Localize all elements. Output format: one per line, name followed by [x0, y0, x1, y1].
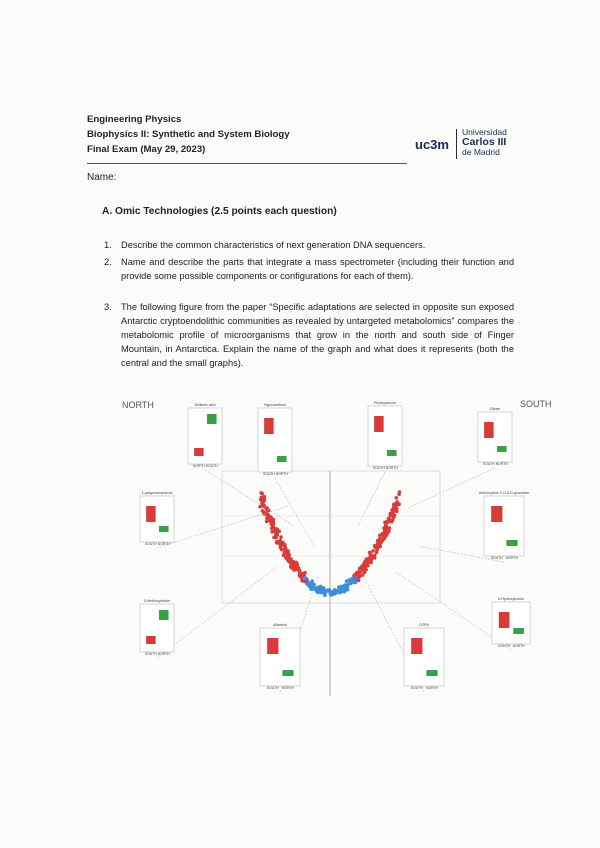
question-number: 2.	[104, 257, 112, 267]
volcano-point	[316, 591, 320, 595]
panel-title: Allantoin	[273, 623, 287, 627]
panel-x-label-b: NORTH	[512, 644, 525, 648]
volcano-point	[390, 520, 394, 524]
panel-frame	[140, 496, 174, 542]
panel-title: DOPA	[419, 623, 429, 627]
volcano-point	[363, 567, 367, 571]
south-label: SOUTH	[520, 399, 552, 409]
panel-x-label-b: NORTH	[157, 652, 170, 656]
panel-x-label-b: NORTH	[275, 472, 288, 476]
panel-title: Hypoxanthine	[264, 403, 286, 407]
volcano-point	[310, 580, 314, 584]
volcano-point	[393, 513, 397, 517]
volcano-point	[367, 557, 371, 561]
logo-line2: Carlos III	[462, 136, 507, 148]
question-number: 3.	[104, 302, 112, 312]
south-box	[411, 638, 422, 654]
panel-frame	[188, 408, 222, 464]
panel-title: 1-palgomamphenol	[141, 491, 173, 495]
panel-title: Anthocyanin 3-O-β-D-glucoside	[478, 491, 530, 495]
box-plot-panel	[260, 623, 300, 690]
north-label: NORTH	[122, 400, 154, 410]
panel-frame	[258, 408, 292, 472]
volcano-point	[357, 579, 361, 583]
volcano-point	[278, 543, 282, 547]
leader-lines	[157, 468, 511, 692]
box-plot-panel	[188, 403, 222, 468]
panel-x-label-a: SOUTH	[266, 686, 279, 690]
logo-line1: Universidad	[462, 127, 507, 137]
volcano-point	[310, 584, 314, 588]
volcano-point	[373, 545, 377, 549]
volcano-point	[304, 576, 308, 580]
panel-frame	[492, 602, 530, 644]
south-box	[491, 506, 502, 522]
panel-x-label-a: SOUTH	[410, 686, 423, 690]
volcano-point	[381, 532, 385, 536]
volcano-point	[263, 498, 267, 502]
box-plot-panels	[140, 401, 530, 690]
panel-title: Phylloquinone	[373, 401, 397, 405]
volcano-point	[303, 573, 307, 577]
name-label: Name:	[87, 172, 117, 183]
volcano-point	[279, 539, 283, 543]
logo-line3: de Madrid	[462, 147, 500, 157]
volcano-point	[386, 527, 390, 531]
south-box	[146, 636, 156, 644]
volcano-point	[338, 590, 342, 594]
volcano-point	[397, 493, 401, 497]
volcano-point	[337, 585, 341, 589]
volcano-point	[392, 504, 396, 508]
volcano-point	[371, 549, 375, 553]
panel-x-label-b: NORTH	[157, 542, 170, 546]
panel-x-label-a: SOUTH	[490, 556, 503, 560]
volcano-point	[275, 541, 279, 545]
south-box	[374, 416, 384, 432]
volcano-point	[369, 553, 373, 557]
volcano-point	[283, 547, 287, 551]
south-box	[267, 638, 278, 654]
volcano-point	[289, 557, 293, 561]
north-box	[277, 456, 287, 462]
north-box	[282, 670, 293, 676]
volcano-point	[295, 561, 299, 565]
logo-divider	[456, 129, 457, 159]
panel-x-label-b: SOUTH	[205, 464, 218, 468]
panel-x-label-a: SOUTH	[144, 542, 157, 546]
south-box	[499, 612, 510, 628]
box-plot-panel	[492, 597, 530, 648]
question-3	[104, 300, 514, 370]
north-box	[387, 450, 397, 456]
volcano-point	[319, 587, 323, 591]
volcano-point	[381, 538, 385, 542]
volcano-point	[358, 571, 362, 575]
north-box	[159, 526, 169, 532]
volcano-point	[349, 582, 353, 586]
volcano-point	[390, 508, 394, 512]
panel-title: Citrate	[489, 407, 501, 411]
panel-x-label-a: NORTH	[192, 464, 205, 468]
leader-line	[358, 472, 385, 526]
volcano-point	[354, 576, 358, 580]
question-number: 1.	[104, 240, 112, 250]
panel-frame	[260, 628, 300, 686]
north-box	[513, 628, 524, 634]
volcano-point	[386, 520, 390, 524]
question-text: The following figure from the paper “Specific adaptations are selected in opposite sun exposed Antarctic cryptoendolithic communities as revealed by untargeted metabolomics” compares the metabolomic profile of microorganisms that grow in the north and south side of Finger Mountain, in Antarctica. Explain the name of the graph and what does it represents (both the central and the small graphs).	[121, 302, 514, 368]
box-plot-panel	[140, 599, 174, 656]
panel-x-label-a: SOUTH	[482, 462, 495, 466]
panel-title: 5-Methoxyindole	[143, 599, 171, 603]
north-box	[159, 610, 169, 620]
box-plot-panel	[140, 491, 174, 546]
panel-x-label-b: NORTH	[506, 556, 518, 560]
panel-x-label-b: NORTH	[426, 686, 438, 690]
volcano-point	[274, 529, 278, 533]
panel-x-label-b: NORTH	[495, 462, 508, 466]
header-rule	[87, 163, 407, 164]
exam-title: Final Exam (May 29, 2023)	[87, 144, 206, 155]
leader-line	[408, 468, 495, 508]
section-title: A. Omic Technologies (2.5 points each question)	[102, 206, 337, 217]
question-1	[104, 238, 514, 252]
subject-title: Biophysics II: Synthetic and System Biology	[87, 129, 290, 140]
panel-x-label-b: NORTH	[385, 466, 398, 470]
panel-x-label-a: SOUTH	[262, 472, 275, 476]
panel-frame	[478, 412, 512, 462]
box-plot-panel	[368, 401, 402, 470]
box-plot-panel	[478, 407, 512, 466]
box-plot-panel	[404, 623, 444, 690]
question-text: Name and describe the parts that integrate a mass spectrometer (including their function and provide some possible components or configurations for each of them).	[121, 257, 514, 281]
volcano-point	[373, 556, 377, 560]
volcano-point	[279, 535, 283, 539]
volcano-point	[329, 592, 333, 596]
volcano-point	[274, 536, 278, 540]
panel-x-label-b: NORTH	[282, 686, 294, 690]
volcano-point	[367, 560, 371, 564]
volcano-point	[283, 543, 287, 547]
question-2	[104, 255, 514, 283]
volcano-point	[298, 573, 302, 577]
course-title: Engineering Physics	[87, 114, 182, 125]
south-box	[146, 506, 156, 522]
volcano-point	[290, 566, 294, 570]
volcano-point	[352, 581, 356, 585]
volcano-point	[341, 585, 345, 589]
north-box	[426, 670, 437, 676]
volcano-point	[376, 541, 380, 545]
leader-line	[157, 506, 288, 548]
volcano-figure	[118, 396, 552, 708]
panel-x-label-a: SOUTH	[498, 644, 511, 648]
logo-short: uc3m	[415, 137, 449, 152]
leader-line	[205, 470, 294, 526]
panel-x-label-a: SOUTH	[372, 466, 385, 470]
volcano-point	[324, 591, 328, 595]
volcano-point	[287, 553, 291, 557]
volcano-point	[345, 579, 349, 583]
box-plot-panel	[479, 491, 529, 560]
question-text: Describe the common characteristics of next generation DNA sequencers.	[121, 240, 426, 250]
volcano-point	[366, 563, 370, 567]
volcano-point	[271, 525, 275, 529]
volcano-point	[270, 530, 274, 534]
north-box	[497, 446, 507, 452]
volcano-point	[378, 534, 382, 538]
logo-name	[462, 127, 507, 157]
volcano-point	[262, 495, 266, 499]
volcano-point	[395, 496, 399, 500]
south-box	[484, 422, 494, 438]
panel-title: Shikimic acid	[194, 403, 216, 407]
volcano-point	[335, 591, 339, 595]
north-box	[207, 414, 217, 424]
volcano-point	[265, 516, 269, 520]
panel-frame	[140, 604, 174, 652]
south-box	[194, 448, 204, 456]
panel-title: 5-Hydroxyindole	[498, 597, 524, 601]
north-box	[506, 540, 517, 546]
volcano-point	[272, 522, 276, 526]
volcano-point	[260, 492, 264, 496]
box-plot-panel	[258, 403, 292, 476]
panel-frame	[484, 496, 524, 556]
panel-frame	[404, 628, 444, 686]
panel-x-label-a: SOUTH	[144, 652, 157, 656]
south-box	[264, 418, 274, 434]
volcano-point	[300, 579, 304, 583]
panel-frame	[368, 406, 402, 466]
volcano-point	[282, 553, 286, 557]
